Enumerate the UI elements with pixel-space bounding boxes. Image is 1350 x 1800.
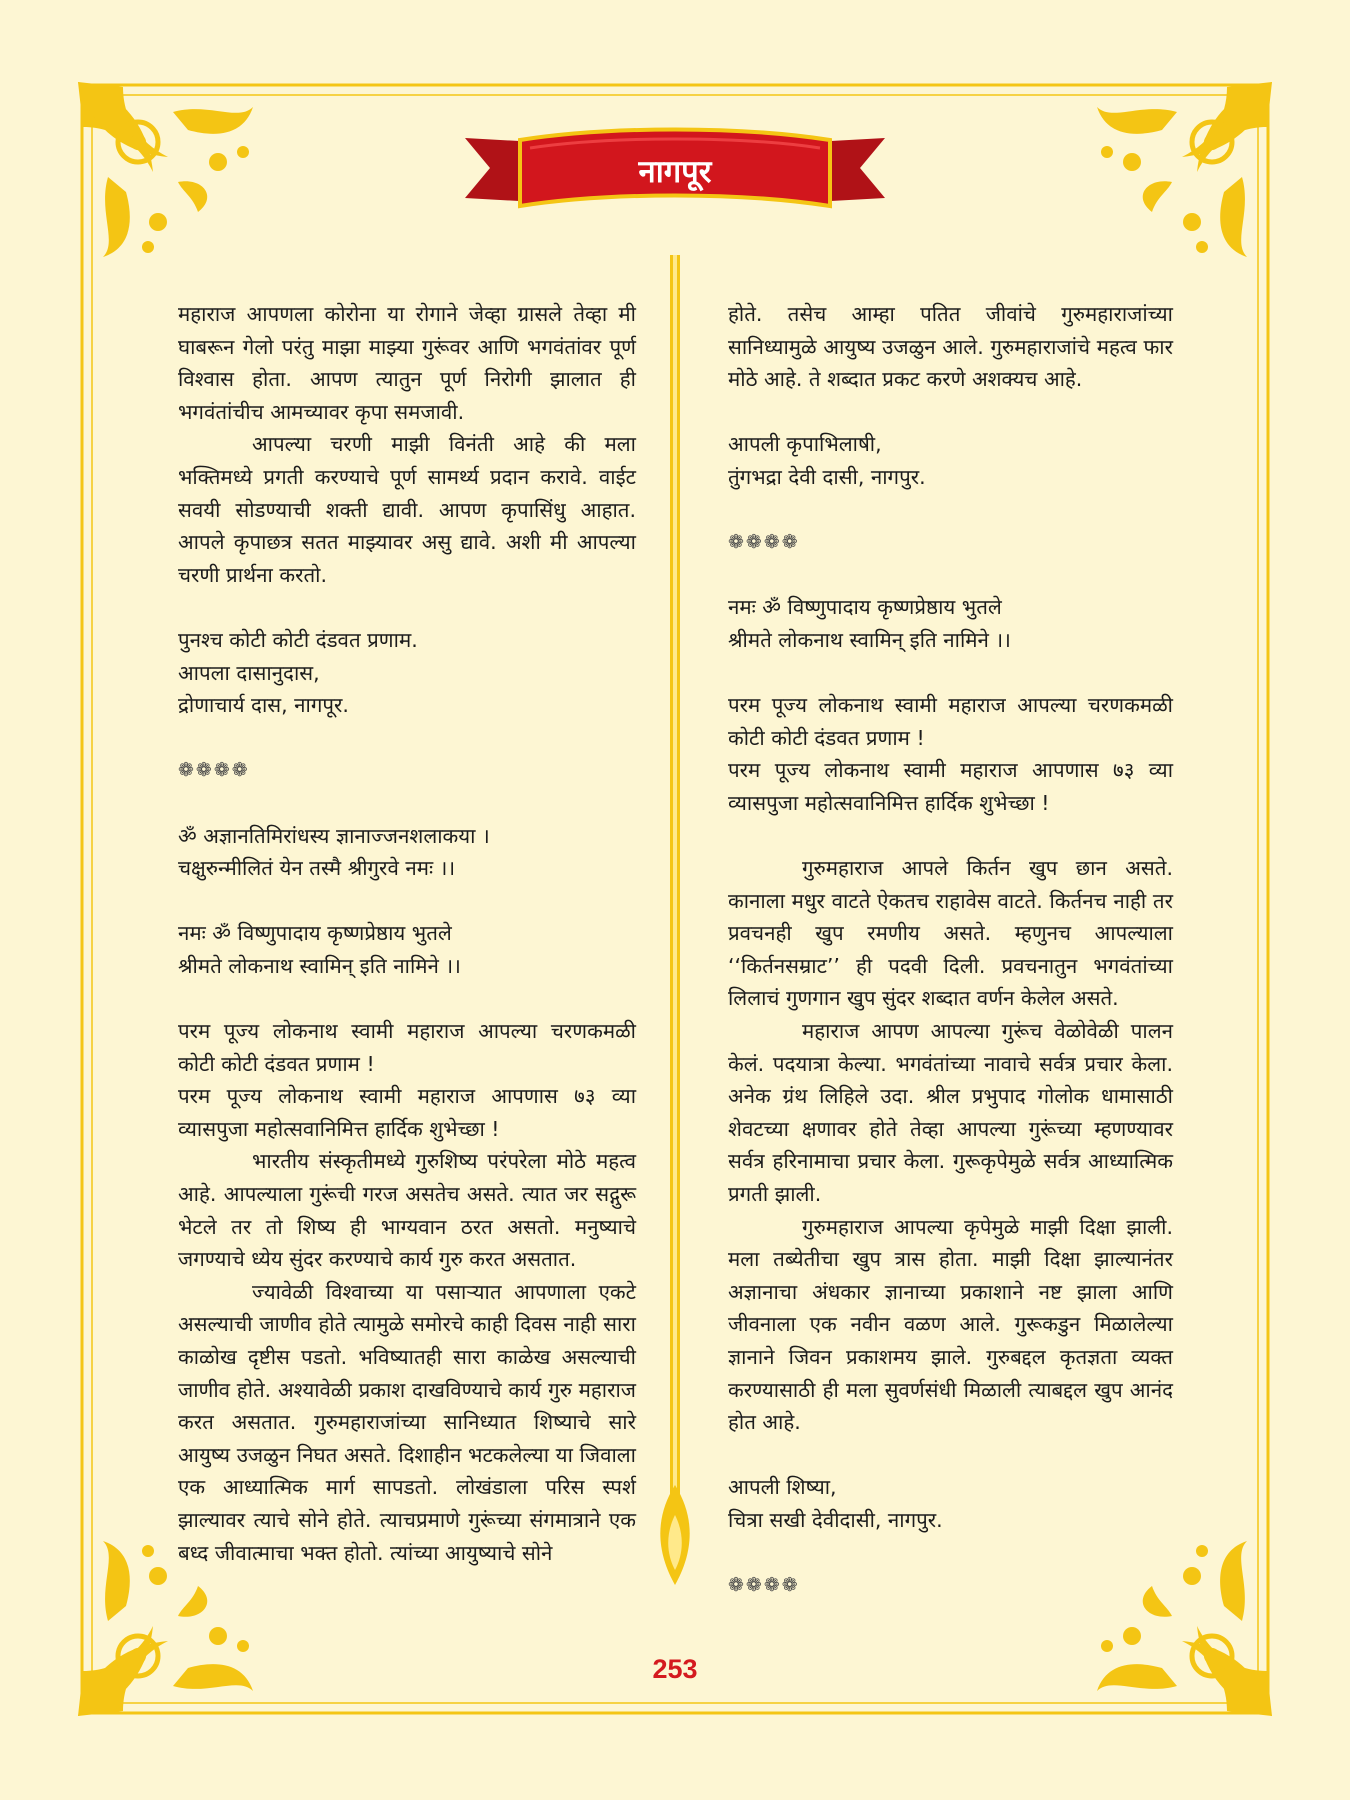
paragraph: चक्षुरुन्मीलितं येन तस्मै श्रीगुरवे नमः ।।	[178, 856, 456, 881]
blank-line	[178, 982, 636, 1015]
paragraph: महाराज आपण आपल्या गुरूंच वेळोवेळी पालन केलं. पदयात्रा केल्या. भगवंतांच्या नावाचे सर्वत्र प्रचार केला. अनेक ग्रंथ लिहिले उदा. श्रील प्रभुपाद गोलोक धामासाठी शेवटच्या क्षणावर होते तेव्हा आपल्या गुरूंच्या म्हणण्यावर सर्वत्र हरिनामाचा प्रचार केला. गुरूकृपेमुळे सर्वत्र आध्यात्मिक प्रगती झाली.	[728, 1019, 1173, 1207]
page-number: 253	[652, 1654, 698, 1684]
blank-line	[728, 559, 1173, 592]
paragraph: आपल्या चरणी माझी विनंती आहे की मला भक्तिमध्ये प्रगती करण्याचे पूर्ण सामर्थ्य प्रदान करावे. वाईट सवयी सोडण्याची शक्ती द्यावी. आपण कृपासिंधु आहात. आपले कृपाछत्र सतत माझ्यावर असु द्यावे. अशी मी आपल्या चरणी प्रार्थना करतो.	[178, 432, 636, 587]
paragraph: नमः ॐ विष्णुपादाय कृष्णप्रेष्ठाय भुतले	[728, 595, 1002, 620]
paragraph: ॐ अज्ञानतिमिरांधस्य ज्ञानाज्जनशलाकया ।	[178, 823, 490, 848]
paragraph: होते. तसेच आम्हा पतित जीवांचे गुरुमहाराजांच्या सानिध्यामुळे आयुष्य उजळुन आले. गुरुमहाराजांचे महत्व फार मोठे आहे. ते शब्दात प्रकट करणे अशक्यच आहे.	[728, 302, 1173, 392]
blank-line	[728, 396, 1173, 429]
right-column	[728, 298, 1173, 1602]
paragraph: द्रोणाचार्य दास, नागपूर.	[178, 693, 349, 718]
paragraph: नमः ॐ विष्णुपादाय कृष्णप्रेष्ठाय भुतले	[178, 921, 452, 946]
paragraph: श्रीमते लोकनाथ स्वामिन् इति नामिने ।।	[178, 953, 461, 978]
paragraph: तुंगभद्रा देवी दासी, नागपुर.	[728, 464, 926, 489]
title-banner	[460, 118, 890, 218]
paragraph: परम पूज्य लोकनाथ स्वामी महाराज आपणास ७३ व्या व्यासपुजा महोत्सवानिमित्त हार्दिक शुभेच्छा !	[178, 1084, 636, 1141]
paragraph: आपली शिष्या,	[728, 1475, 837, 1500]
paragraph: भारतीय संस्कृतीमध्ये गुरुशिष्य परंपरेला मोठे महत्व आहे. आपल्याला गुरूंची गरज असतेच असते. त्यात जर सद्गुरू भेटले तर तो शिष्य ही भाग्यवान ठरत असतो. मनुष्याचे जगण्याचे ध्येय सुंदर करण्याचे कार्य गुरु करत असतात.	[178, 1149, 636, 1272]
left-column	[178, 298, 636, 1569]
blank-line	[178, 787, 636, 820]
blank-line	[178, 722, 636, 755]
paragraph: पुनश्‍च कोटी कोटी दंडवत प्रणाम.	[178, 627, 418, 652]
blank-line	[178, 885, 636, 918]
column-divider	[652, 255, 698, 1615]
paragraph: महाराज आपणला कोरोना या रोगाने जेव्हा ग्रासले तेव्हा मी घाबरून गेलो परंतु माझा माझ्या गुरूंवर आणि भगवंतांवर पूर्ण विश्‍वास होता. आपण त्यातुन पूर्ण निरोगी झालात ही भगवंतांचीच आमच्यावर कृपा समजावी.	[178, 302, 636, 424]
paragraph: श्रीमते लोकनाथ स्वामिन् इति नामिने ।।	[728, 627, 1011, 652]
stars-separator: ❁❁❁❁	[728, 531, 800, 554]
blank-line	[728, 820, 1173, 853]
stars-separator: ❁❁❁❁	[178, 759, 250, 782]
blank-line	[178, 591, 636, 624]
paragraph: गुरुमहाराज आपल्या कृपेमुळे माझी दिक्षा झाली. मला तब्येतीचा खुप त्रास होता. माझी दिक्षा झाल्यानंतर अज्ञानाचा अंधकार ज्ञानाच्या प्रकाशाने नष्ट झाला आणि जीवनाला एक नवीन वळण आले. गुरूकडुन मिळालेल्या ज्ञानाने जिवन प्रकाशमय झाले. गुरुबद्दल कृतज्ञता व्यक्त करण्यासाठी ही मला सुवर्णसंधी मिळाली त्याबद्दल खुप आनंद होत आहे.	[728, 1214, 1173, 1435]
paragraph: गुरुमहाराज आपले किर्तन खुप छान असते. कानाला मधुर वाटते ऐकतच राहावेस वाटते. किर्तनच नाही तर प्रवचनही खुप रमणीय असते. म्हणुनच आपल्याला ‘‘किर्तनसम्राट’’ ही पदवी दिली. प्रवचनातुन भगवंतांच्या लिलाचं गुणगान खुप सुंदर शब्दात वर्णन केलेल असते.	[728, 856, 1173, 1011]
blank-line	[728, 494, 1173, 527]
paragraph: परम पूज्य लोकनाथ स्वामी महाराज आपणास ७३ व्या व्यासपुजा महोत्सवानिमित्त हार्दिक शुभेच्छा !	[728, 758, 1173, 815]
paragraph: आपला दासानुदास,	[178, 660, 320, 685]
paragraph: परम पूज्य लोकनाथ स्वामी महाराज आपल्या चरणकमळी कोटी कोटी दंडवत प्रणाम !	[728, 693, 1173, 750]
paragraph: ज्यावेळी विश्‍वाच्या या पसाऱ्यात आपणाला एकटे असल्याची जाणीव होते त्यामुळे समोरचे काही दिवस नाही सारा काळोख दृष्टीस पडतो. भविष्यातही सारा काळेख असल्याची जाणीव होते. अश्यावेळी प्रकाश दाखविण्याचे कार्य गुरु महाराज करत असतात. गुरुमहाराजांच्या सानिध्यात शिष्याचे सारे आयुष्य उजळुन निघत असते. दिशाहीन भटकलेल्या या जिवाला एक आध्यात्मिक मार्ग सापडतो. लोखंडाला परिस स्पर्श झाल्यावर त्याचे सोने होते. त्याचप्रमाणे गुरूंच्या संगमात्राने एक बध्द जीवात्माचा भक्त होतो. त्यांच्या आयुष्याचे सोने	[178, 1279, 636, 1565]
paragraph: चित्रा सखी देवीदासी, नागपुर.	[728, 1507, 943, 1532]
paragraph: आपली कृपाभिलाषी,	[728, 432, 882, 457]
paragraph: परम पूज्य लोकनाथ स्वामी महाराज आपल्या चरणकमळी कोटी कोटी दंडवत प्रणाम !	[178, 1019, 636, 1076]
blank-line	[728, 1537, 1173, 1570]
blank-line	[728, 657, 1173, 690]
blank-line	[728, 1439, 1173, 1472]
banner-title: नागपूर	[638, 154, 712, 190]
stars-separator: ❁❁❁❁	[728, 1574, 800, 1597]
